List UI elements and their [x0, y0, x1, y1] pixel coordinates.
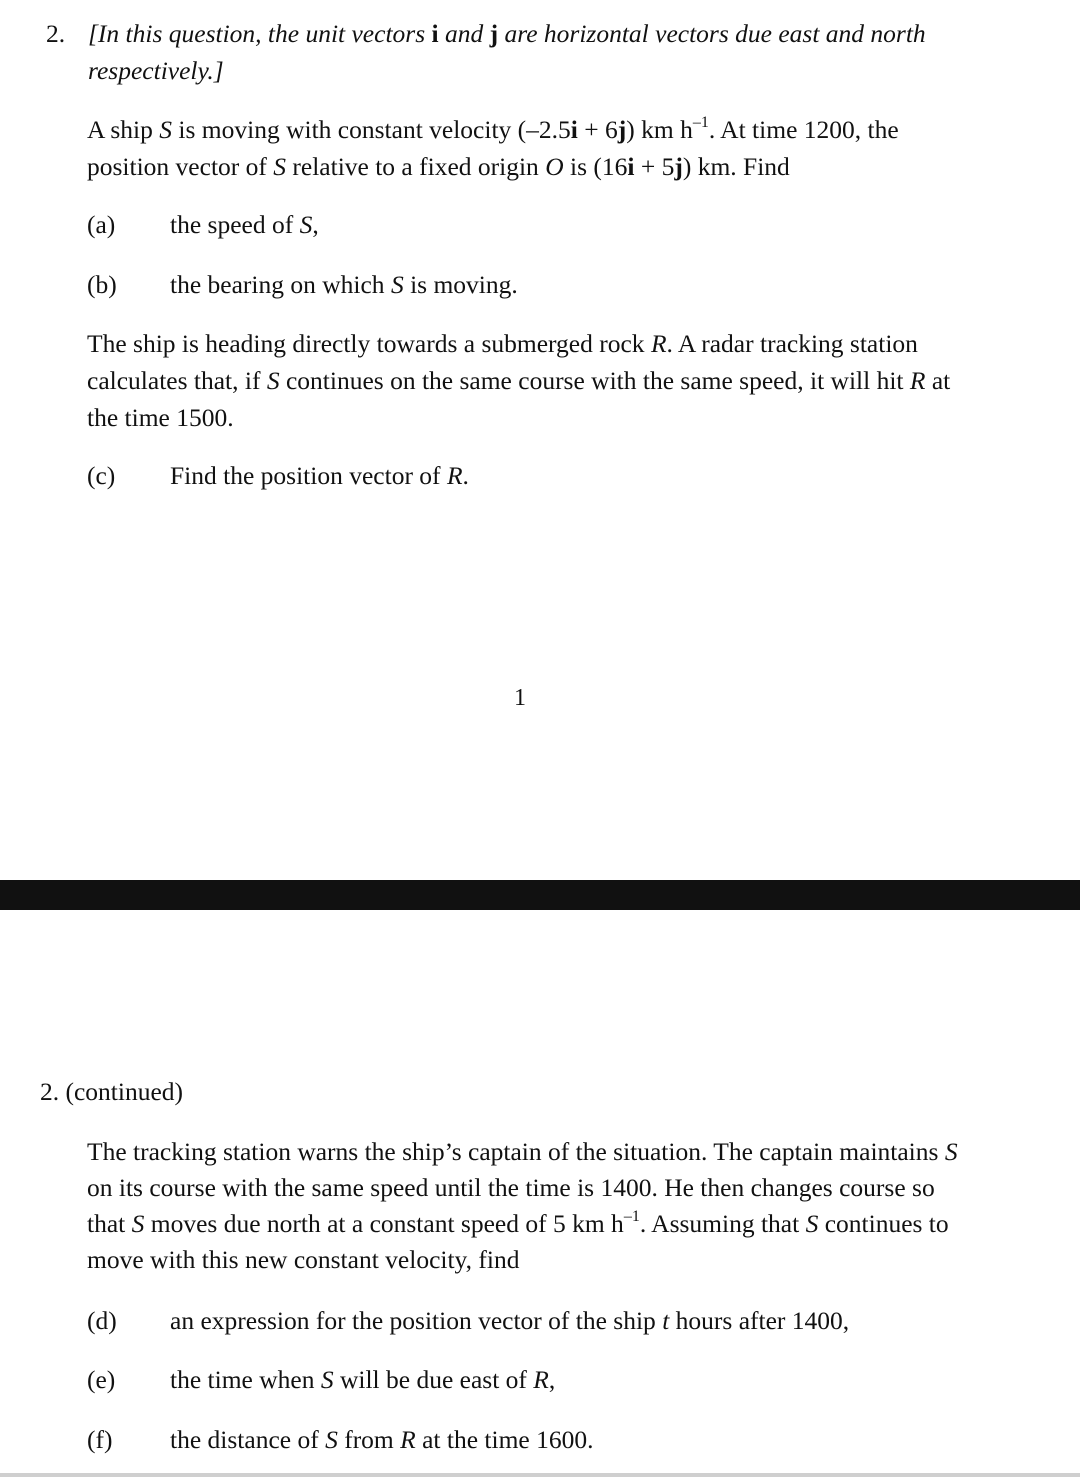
intro-line-1: [In this question, the unit vectors i and j are horizontal vectors due east and north — [88, 19, 926, 48]
part-a-label: (a) — [87, 210, 116, 239]
rock-line-3: the time 1500. — [87, 403, 234, 432]
part-f-text: the distance of S from R at the time 1600. — [170, 1425, 594, 1454]
part-e-text: the time when S will be due east of R, — [170, 1365, 556, 1394]
captain-line-2: on its course with the same speed until the time is 1400. He then changes course so — [87, 1173, 935, 1202]
bottom-edge — [0, 1473, 1080, 1477]
captain-line-1: The tracking station warns the ship’s captain of the situation. The captain maintains S — [87, 1137, 958, 1166]
part-b-text: the bearing on which S is moving. — [170, 270, 518, 299]
part-f-label: (f) — [87, 1425, 113, 1454]
continued-heading: 2. (continued) — [40, 1077, 184, 1106]
exam-page-2 — [0, 910, 1080, 1477]
part-c-text: Find the position vector of R. — [170, 461, 469, 490]
question-number: 2. — [46, 19, 66, 48]
page-number: 1 — [514, 685, 526, 711]
intro-line-2: respectively.] — [88, 56, 224, 85]
page-divider — [0, 880, 1080, 910]
velocity-line-1: A ship S is moving with constant velocity (–2.5i + 6j) km $h^{-1}$. At time 1200, the — [87, 114, 899, 144]
velocity-line-2: position vector of S relative to a fixed origin O is (16i + 5j) km. Find — [87, 152, 790, 181]
captain-line-4: move with this new constant velocity, find — [87, 1245, 520, 1274]
rock-line-1: The ship is heading directly towards a submerged rock R. A radar tracking station — [87, 329, 918, 358]
part-d-text: an expression for the position vector of the ship t hours after 1400, — [170, 1306, 850, 1335]
part-e-label: (e) — [87, 1365, 116, 1394]
part-d-label: (d) — [87, 1306, 117, 1335]
part-a-text: the speed of S, — [170, 210, 319, 239]
rock-line-2: calculates that, if S continues on the same course with the same speed, it will hit R at — [87, 366, 951, 395]
part-b-label: (b) — [87, 270, 117, 299]
captain-line-3: that S moves due north at a constant speed of 5 km $h^{-1}$. Assuming that S continues to — [87, 1208, 949, 1238]
part-c-label: (c) — [87, 461, 116, 490]
